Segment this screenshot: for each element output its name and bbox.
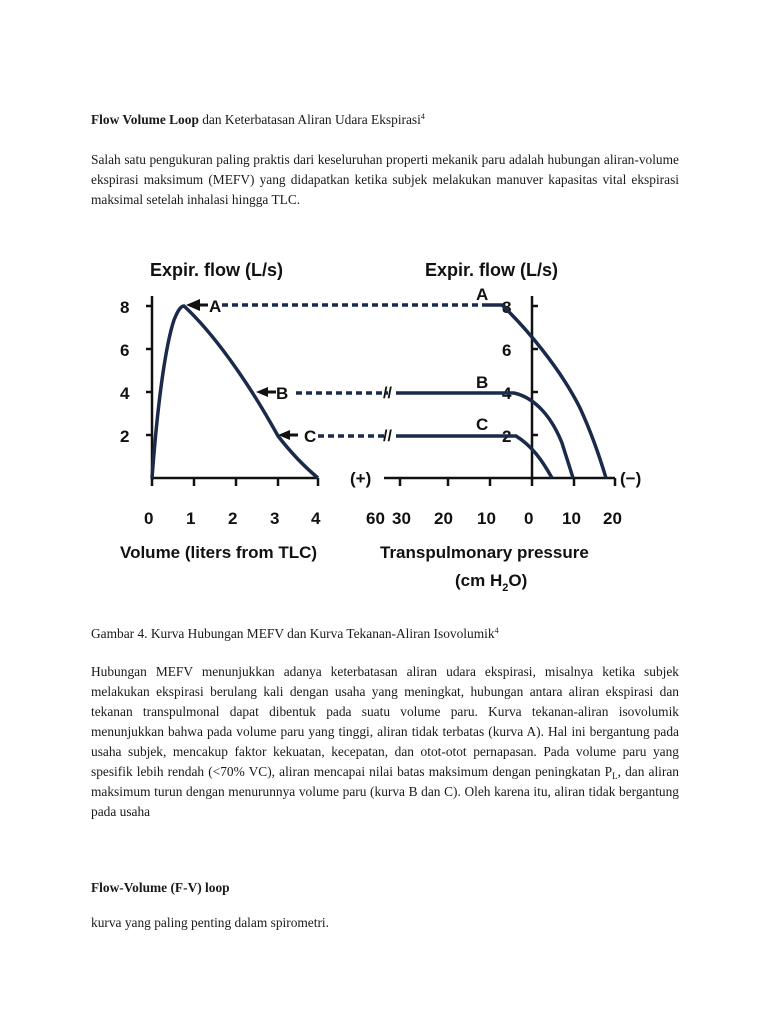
right-x-axis — [366, 478, 622, 528]
right-x-tick-label: 30 — [392, 509, 411, 528]
paragraph2-part1: Hubungan MEFV menunjukkan adanya keterbatasan aliran udara ekspirasi, misalnya ketika subjek melakukan ekspirasi berulang kali dengan usaha yang meningkat, hubungan antara aliran ekspirasi dan tekanan transpulmonal dapat dibentuk pada suatu volume paru. Kurva tekanan-aliran isovolumik menunjukkan bahwa pada volume paru yang tinggi, aliran tidak terbatas (kurva A). Hal ini bergantung pada usaha subjek, mencakup faktor kekuatan, kecepatan, dan otot-otot pernapasan. Pada volume paru yang spesifik lebih rendah (<70% VC), aliran mencapai nilai batas maksimum dengan peningkatan P — [91, 664, 679, 779]
left-x-tick-label: 4 — [311, 509, 321, 528]
left-x-tick-label: 2 — [228, 509, 238, 528]
section-heading-flow-volume-loop — [91, 110, 679, 130]
right-x-tick-label: 20 — [603, 509, 622, 528]
left-x-tick-label: 3 — [270, 509, 280, 528]
right-x-tick-label: 60 — [366, 509, 385, 528]
paragraph-fv-loop: kurva yang paling penting dalam spirometri. — [91, 915, 329, 930]
right-x-tick-label: 10 — [562, 509, 581, 528]
right-x-tick-label: 10 — [477, 509, 496, 528]
paragraph2-part2: , dan aliran maksimum turun dengan menurunnya volume paru (kurva B dan C). Oleh karena itu, aliran tidak bergantung pada usaha — [91, 764, 679, 819]
left-x-tick-label: 1 — [186, 509, 196, 528]
left-y-tick-label: 2 — [120, 427, 130, 446]
right-y-tick-label: 8 — [502, 298, 512, 317]
caption-text: Gambar 4. Kurva Hubungan MEFV dan Kurva Tekanan-Aliran Isovolumik — [91, 626, 495, 641]
minus-label: (−) — [620, 469, 642, 488]
plus-label: (+) — [350, 469, 372, 488]
point-label-b-left: B — [276, 384, 289, 403]
axis-break-mark: // — [383, 385, 392, 402]
arrowhead-b — [256, 387, 268, 397]
right-ylabel: Expir. flow (L/s) — [425, 260, 559, 280]
heading-reference: 4 — [420, 112, 425, 121]
paragraph2-subscript: L — [612, 771, 618, 781]
right-y-tick-label: 6 — [502, 341, 512, 360]
heading-rest: dan Keterbatasan Aliran Udara Ekspirasi — [198, 112, 421, 127]
point-label-b-right: B — [476, 373, 489, 392]
left-ylabel: Expir. flow (L/s) — [150, 260, 284, 280]
right-x-tick-label: 20 — [434, 509, 453, 528]
point-label-c-left: C — [304, 427, 317, 446]
left-y-axis — [120, 296, 152, 480]
left-x-axis — [144, 478, 321, 528]
section-heading-fv-loop: Flow-Volume (F-V) loop — [91, 880, 230, 895]
heading-bold-term: Flow Volume Loop — [91, 112, 199, 127]
right-y-tick-label: 2 — [502, 427, 512, 446]
caption-reference: 4 — [494, 626, 499, 635]
figure-mefv-curves — [100, 248, 660, 596]
point-label-a-left: A — [209, 297, 222, 316]
left-y-tick-label: 6 — [120, 341, 130, 360]
mefv-curve — [152, 306, 318, 478]
left-x-tick-label: 0 — [144, 509, 154, 528]
point-label-a-right: A — [476, 285, 489, 304]
right-x-tick-label: 0 — [524, 509, 534, 528]
paragraph-intro: Salah satu pengukuran paling praktis dari keseluruhan properti mekanik paru adalah hubungan aliran-volume ekspirasi maksimum (MEFV) yang didapatkan ketika subjek melakukan manuver kapasitas vital ekspirasi maksimal setelah inhalasi hingga TLC. — [91, 152, 679, 207]
right-xlabel-line2: (cm $H_2O$) — [455, 571, 528, 594]
axis-break-mark: // — [383, 428, 392, 445]
right-xlabel-line1: Transpulmonary pressure — [380, 543, 589, 562]
point-label-c-right: C — [476, 415, 489, 434]
figure-caption — [91, 624, 679, 644]
left-y-tick-label: 4 — [120, 384, 130, 403]
left-xlabel: Volume (liters from TLC) — [120, 543, 318, 562]
paragraph-mefv-explanation — [91, 662, 679, 822]
right-y-tick-label: 4 — [502, 384, 512, 403]
left-y-tick-label: 8 — [120, 298, 130, 317]
